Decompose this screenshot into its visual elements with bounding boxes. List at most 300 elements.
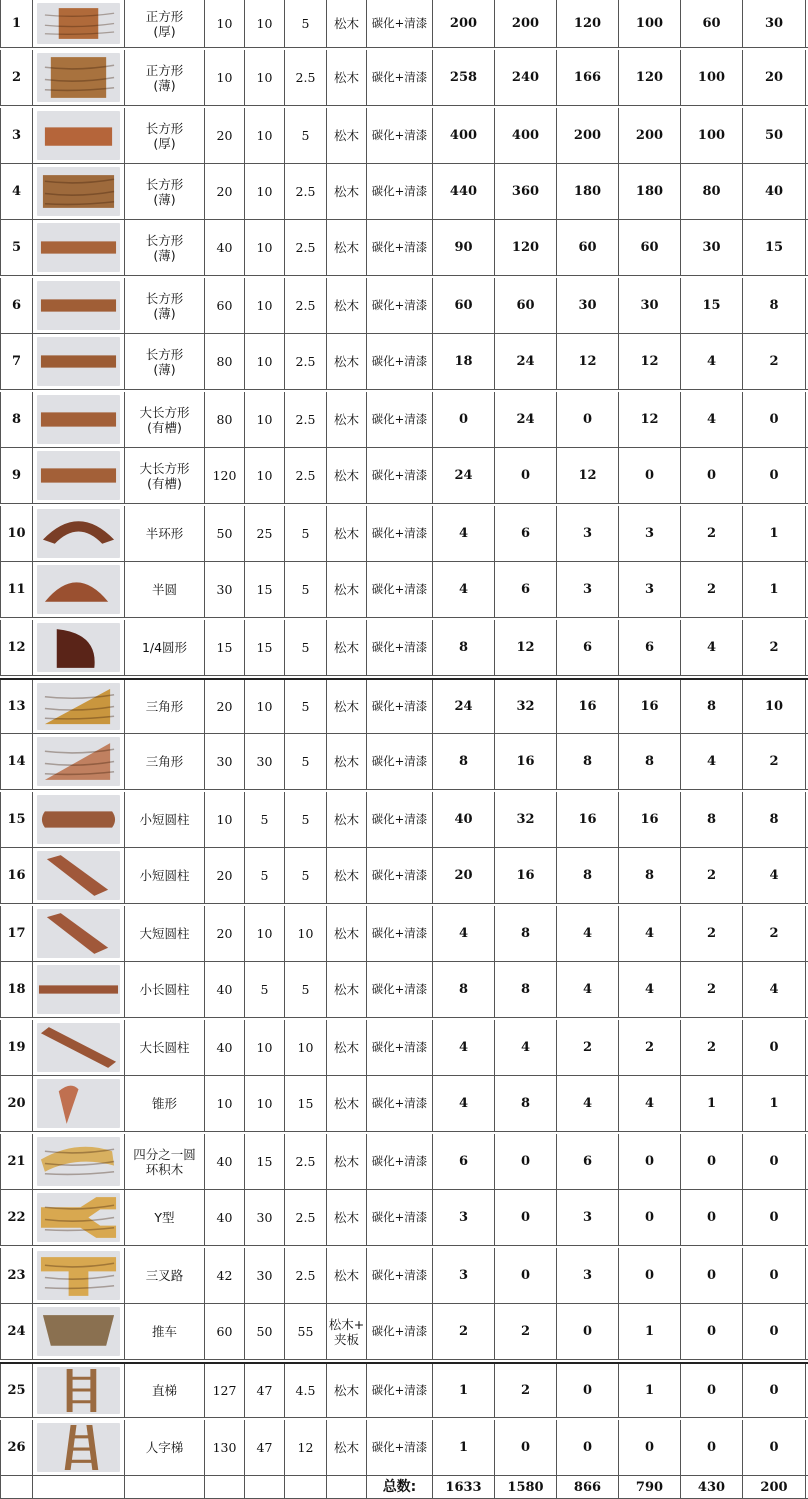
quantity-5: 0: [681, 1364, 743, 1417]
quantity-3: 0: [557, 1420, 619, 1475]
item-name: 半环形: [125, 506, 205, 561]
row-number: 9: [0, 448, 33, 503]
row-number: 5: [0, 220, 33, 275]
dimension-width: 30: [245, 734, 285, 789]
quantity-6: 2: [743, 906, 806, 961]
table-row: [0, 1134, 808, 1190]
dimension-height: 5: [285, 0, 327, 47]
dimension-length: 42: [205, 1248, 245, 1303]
item-name: 小长圆柱: [125, 962, 205, 1017]
quantity-2: 16: [495, 734, 557, 789]
item-photo: [33, 1134, 125, 1189]
dimension-length: 40: [205, 1020, 245, 1075]
table-row: [0, 0, 808, 48]
quantity-2: 60: [495, 278, 557, 333]
item-name: 直梯: [125, 1364, 205, 1417]
row-number: 11: [0, 562, 33, 617]
dimension-width: 10: [245, 220, 285, 275]
dimension-height: 5: [285, 108, 327, 163]
quantity-5: 2: [681, 848, 743, 903]
item-name: 半圆: [125, 562, 205, 617]
quantity-5: 0: [681, 1248, 743, 1303]
quantity-2: 6: [495, 562, 557, 617]
quantity-3: 3: [557, 506, 619, 561]
quantity-6: 40: [743, 164, 806, 219]
table-row: [0, 392, 808, 448]
rect-block-thin-photo: [37, 167, 120, 216]
finish: 碳化+清漆: [367, 278, 433, 333]
material: 松木: [327, 278, 367, 333]
dimension-height: 4.5: [285, 1364, 327, 1417]
table-row: [0, 334, 808, 390]
item-photo: [33, 278, 125, 333]
item-photo: [33, 334, 125, 389]
total-quantity-3: 866: [557, 1476, 619, 1498]
row-number: 1: [0, 0, 33, 47]
row-number: 19: [0, 1020, 33, 1075]
quantity-4: 0: [619, 1190, 681, 1245]
item-photo: [33, 562, 125, 617]
quantity-3: 6: [557, 620, 619, 675]
finish: 碳化+清漆: [367, 1420, 433, 1475]
item-photo: [33, 962, 125, 1017]
dimension-height: 5: [285, 734, 327, 789]
material: 松木: [327, 1020, 367, 1075]
material: 松木: [327, 680, 367, 733]
empty-cell: [125, 1476, 205, 1498]
quantity-2: 0: [495, 448, 557, 503]
empty-cell: [285, 1476, 327, 1498]
dimension-length: 120: [205, 448, 245, 503]
material: 松木: [327, 506, 367, 561]
quantity-4: 0: [619, 1248, 681, 1303]
dimension-length: 20: [205, 680, 245, 733]
dimension-height: 2.5: [285, 278, 327, 333]
item-photo: [33, 1190, 125, 1245]
quantity-3: 120: [557, 0, 619, 47]
material: 松木: [327, 1134, 367, 1189]
item-photo: [33, 448, 125, 503]
half-circle-photo: [37, 565, 120, 614]
dimension-width: 10: [245, 0, 285, 47]
dimension-width: 5: [245, 962, 285, 1017]
quantity-1: 1: [433, 1364, 495, 1417]
material: 松木: [327, 108, 367, 163]
dimension-height: 10: [285, 906, 327, 961]
row-number: 24: [0, 1304, 33, 1359]
quantity-2: 8: [495, 1076, 557, 1131]
dimension-height: 2.5: [285, 50, 327, 105]
quantity-6: 30: [743, 0, 806, 47]
quantity-4: 12: [619, 392, 681, 447]
quantity-4: 120: [619, 50, 681, 105]
quantity-3: 3: [557, 1190, 619, 1245]
quantity-5: 1: [681, 1076, 743, 1131]
quantity-6: 0: [743, 1190, 806, 1245]
dimension-length: 40: [205, 1190, 245, 1245]
quantity-3: 4: [557, 1076, 619, 1131]
quantity-6: 15: [743, 220, 806, 275]
quantity-6: 2: [743, 620, 806, 675]
quantity-5: 0: [681, 448, 743, 503]
row-number: 6: [0, 278, 33, 333]
quantity-5: 2: [681, 506, 743, 561]
item-name: 大长方形 (有槽): [125, 392, 205, 447]
table-row: [0, 108, 808, 164]
material: 松木: [327, 0, 367, 47]
row-number: 23: [0, 1248, 33, 1303]
table-row: [0, 1362, 808, 1418]
quantity-4: 200: [619, 108, 681, 163]
item-photo: [33, 848, 125, 903]
empty-cell: [0, 1476, 33, 1498]
dimension-length: 40: [205, 962, 245, 1017]
dimension-width: 10: [245, 108, 285, 163]
row-number: 8: [0, 392, 33, 447]
row-number: 15: [0, 792, 33, 847]
total-quantity-4: 790: [619, 1476, 681, 1498]
dimension-height: 2.5: [285, 1134, 327, 1189]
dimension-length: 80: [205, 392, 245, 447]
quantity-6: 8: [743, 792, 806, 847]
item-name: Y型: [125, 1190, 205, 1245]
finish: 碳化+清漆: [367, 1076, 433, 1131]
finish: 碳化+清漆: [367, 1020, 433, 1075]
quantity-5: 15: [681, 278, 743, 333]
dimension-height: 2.5: [285, 448, 327, 503]
cylinder-tilted-photo: [37, 851, 120, 900]
table-row: [0, 1420, 808, 1476]
item-name: 三角形: [125, 680, 205, 733]
quantity-5: 4: [681, 620, 743, 675]
grooved-plank-photo: [37, 395, 120, 444]
dimension-width: 10: [245, 164, 285, 219]
quantity-2: 0: [495, 1248, 557, 1303]
item-name: 三叉路: [125, 1248, 205, 1303]
quantity-6: 0: [743, 1248, 806, 1303]
quantity-4: 0: [619, 1134, 681, 1189]
table-row: [0, 734, 808, 790]
item-name: 长方形 (薄): [125, 278, 205, 333]
quantity-5: 0: [681, 1134, 743, 1189]
quantity-3: 180: [557, 164, 619, 219]
item-name: 正方形 (薄): [125, 50, 205, 105]
quantity-1: 60: [433, 278, 495, 333]
table-row: [0, 506, 808, 562]
quantity-4: 60: [619, 220, 681, 275]
dimension-length: 10: [205, 0, 245, 47]
quantity-6: 2: [743, 334, 806, 389]
item-name: 长方形 (厚): [125, 108, 205, 163]
quantity-5: 8: [681, 792, 743, 847]
material: 松木: [327, 1190, 367, 1245]
dimension-length: 80: [205, 334, 245, 389]
empty-cell: [205, 1476, 245, 1498]
material: 松木: [327, 848, 367, 903]
quantity-1: 18: [433, 334, 495, 389]
dimension-width: 10: [245, 448, 285, 503]
dimension-length: 20: [205, 108, 245, 163]
quantity-1: 4: [433, 906, 495, 961]
total-label: 总数:: [367, 1476, 433, 1498]
quantity-3: 8: [557, 734, 619, 789]
quantity-2: 8: [495, 906, 557, 961]
empty-cell: [327, 1476, 367, 1498]
dimension-height: 5: [285, 680, 327, 733]
dimension-width: 47: [245, 1364, 285, 1417]
item-photo: [33, 620, 125, 675]
quantity-2: 0: [495, 1134, 557, 1189]
material: 松木: [327, 1248, 367, 1303]
item-name: 长方形 (薄): [125, 334, 205, 389]
total-quantity-6: 200: [743, 1476, 806, 1498]
table-row: [0, 562, 808, 618]
dimension-height: 2.5: [285, 164, 327, 219]
table-row: [0, 1248, 808, 1304]
row-number: 3: [0, 108, 33, 163]
material: 松木+ 夹板: [327, 1304, 367, 1359]
dimension-length: 30: [205, 562, 245, 617]
finish: 碳化+清漆: [367, 0, 433, 47]
item-name: 推车: [125, 1304, 205, 1359]
dimension-length: 30: [205, 734, 245, 789]
quantity-6: 0: [743, 392, 806, 447]
table-row: [0, 1304, 808, 1360]
finish: 碳化+清漆: [367, 448, 433, 503]
material: 松木: [327, 164, 367, 219]
item-name: 小短圆柱: [125, 792, 205, 847]
finish: 碳化+清漆: [367, 848, 433, 903]
dimension-height: 5: [285, 620, 327, 675]
quantity-1: 2: [433, 1304, 495, 1359]
finish: 碳化+清漆: [367, 1364, 433, 1417]
quarter-circle-photo: [37, 623, 120, 672]
dimension-width: 10: [245, 392, 285, 447]
quantity-1: 4: [433, 506, 495, 561]
item-name: 大长方形 (有槽): [125, 448, 205, 503]
item-name: 正方形 (厚): [125, 0, 205, 47]
material: 松木: [327, 906, 367, 961]
item-photo: [33, 50, 125, 105]
quantity-6: 0: [743, 1304, 806, 1359]
dimension-length: 20: [205, 906, 245, 961]
table-row: [0, 278, 808, 334]
dimension-height: 10: [285, 1020, 327, 1075]
quantity-4: 1: [619, 1364, 681, 1417]
quantity-4: 100: [619, 0, 681, 47]
quantity-1: 6: [433, 1134, 495, 1189]
dimension-width: 30: [245, 1190, 285, 1245]
quantity-5: 0: [681, 1304, 743, 1359]
quantity-6: 50: [743, 108, 806, 163]
quantity-1: 24: [433, 680, 495, 733]
material: 松木: [327, 220, 367, 275]
dimension-height: 5: [285, 792, 327, 847]
material: 松木: [327, 734, 367, 789]
quantity-3: 0: [557, 1364, 619, 1417]
item-photo: [33, 1020, 125, 1075]
table-row: [0, 1190, 808, 1246]
quantity-3: 4: [557, 906, 619, 961]
empty-cell: [33, 1476, 125, 1498]
quantity-2: 6: [495, 506, 557, 561]
material: 松木: [327, 562, 367, 617]
table-row: [0, 620, 808, 676]
quantity-2: 240: [495, 50, 557, 105]
dimension-height: 5: [285, 562, 327, 617]
finish: 碳化+清漆: [367, 680, 433, 733]
quantity-5: 4: [681, 392, 743, 447]
item-name: 锥形: [125, 1076, 205, 1131]
finish: 碳化+清漆: [367, 562, 433, 617]
quantity-1: 200: [433, 0, 495, 47]
quantity-4: 2: [619, 1020, 681, 1075]
quantity-1: 0: [433, 392, 495, 447]
quantity-4: 4: [619, 962, 681, 1017]
row-number: 18: [0, 962, 33, 1017]
finish: 碳化+清漆: [367, 792, 433, 847]
quantity-1: 8: [433, 734, 495, 789]
row-number: 26: [0, 1420, 33, 1475]
long-rod-tilted-photo: [37, 1023, 120, 1072]
quantity-5: 2: [681, 906, 743, 961]
material: 松木: [327, 1364, 367, 1417]
dimension-width: 15: [245, 620, 285, 675]
finish: 碳化+清漆: [367, 334, 433, 389]
item-name: 1/4圆形: [125, 620, 205, 675]
dimension-length: 20: [205, 164, 245, 219]
quantity-6: 0: [743, 1364, 806, 1417]
dimension-width: 10: [245, 906, 285, 961]
material: 松木: [327, 792, 367, 847]
table-row: [0, 792, 808, 848]
dimension-width: 47: [245, 1420, 285, 1475]
item-photo: [33, 108, 125, 163]
quantity-6: 0: [743, 448, 806, 503]
finish: 碳化+清漆: [367, 392, 433, 447]
row-number: 16: [0, 848, 33, 903]
row-number: 2: [0, 50, 33, 105]
quantity-1: 1: [433, 1420, 495, 1475]
quantity-6: 8: [743, 278, 806, 333]
quantity-5: 80: [681, 164, 743, 219]
table-row: [0, 1020, 808, 1076]
quantity-2: 120: [495, 220, 557, 275]
quantity-5: 60: [681, 0, 743, 47]
item-photo: [33, 1076, 125, 1131]
quantity-6: 0: [743, 1020, 806, 1075]
quantity-4: 4: [619, 1076, 681, 1131]
quantity-3: 2: [557, 1020, 619, 1075]
quantity-3: 166: [557, 50, 619, 105]
finish: 碳化+清漆: [367, 220, 433, 275]
table-row: [0, 962, 808, 1018]
quantity-2: 8: [495, 962, 557, 1017]
quantity-4: 16: [619, 792, 681, 847]
row-number: 14: [0, 734, 33, 789]
table-row: [0, 1076, 808, 1132]
item-name: 大长圆柱: [125, 1020, 205, 1075]
material: 松木: [327, 1076, 367, 1131]
dimension-width: 15: [245, 562, 285, 617]
item-photo: [33, 1248, 125, 1303]
dimension-height: 2.5: [285, 1190, 327, 1245]
item-photo: [33, 164, 125, 219]
item-photo: [33, 734, 125, 789]
long-plank-photo: [37, 223, 120, 272]
item-name: 四分之一圆 环积木: [125, 1134, 205, 1189]
finish: 碳化+清漆: [367, 962, 433, 1017]
t-junction-photo: [37, 1251, 120, 1300]
rect-block-thick-photo: [37, 111, 120, 160]
cart-photo: [37, 1307, 120, 1356]
quantity-1: 90: [433, 220, 495, 275]
dimension-length: 10: [205, 50, 245, 105]
quantity-2: 360: [495, 164, 557, 219]
dimension-width: 10: [245, 1020, 285, 1075]
long-plank-photo: [37, 281, 120, 330]
dimension-height: 5: [285, 506, 327, 561]
quantity-4: 8: [619, 848, 681, 903]
material: 松木: [327, 1420, 367, 1475]
cylinder-tilted-photo: [37, 909, 120, 958]
item-name: 小短圆柱: [125, 848, 205, 903]
quantity-6: 0: [743, 1134, 806, 1189]
quantity-4: 6: [619, 620, 681, 675]
row-number: 21: [0, 1134, 33, 1189]
quantity-4: 0: [619, 448, 681, 503]
quantity-6: 20: [743, 50, 806, 105]
quantity-1: 24: [433, 448, 495, 503]
item-photo: [33, 506, 125, 561]
material: 松木: [327, 448, 367, 503]
finish: 碳化+清漆: [367, 1248, 433, 1303]
quantity-2: 32: [495, 792, 557, 847]
dimension-height: 2.5: [285, 220, 327, 275]
item-name: 长方形 (薄): [125, 220, 205, 275]
quantity-6: 1: [743, 1076, 806, 1131]
cylinder-photo: [37, 795, 120, 844]
quantity-1: 4: [433, 562, 495, 617]
table-row: [0, 678, 808, 734]
dimension-length: 127: [205, 1364, 245, 1417]
quantity-5: 30: [681, 220, 743, 275]
dimension-height: 12: [285, 1420, 327, 1475]
item-name: 人字梯: [125, 1420, 205, 1475]
quantity-3: 3: [557, 562, 619, 617]
dimension-length: 10: [205, 792, 245, 847]
quantity-1: 40: [433, 792, 495, 847]
quantity-1: 20: [433, 848, 495, 903]
row-number: 13: [0, 680, 33, 733]
row-number: 17: [0, 906, 33, 961]
finish: 碳化+清漆: [367, 906, 433, 961]
dimension-height: 2.5: [285, 392, 327, 447]
quantity-4: 3: [619, 562, 681, 617]
finish: 碳化+清漆: [367, 108, 433, 163]
quantity-3: 16: [557, 680, 619, 733]
material: 松木: [327, 334, 367, 389]
quantity-5: 8: [681, 680, 743, 733]
row-number: 25: [0, 1364, 33, 1417]
quantity-3: 60: [557, 220, 619, 275]
item-photo: [33, 906, 125, 961]
dimension-length: 130: [205, 1420, 245, 1475]
quantity-1: 8: [433, 962, 495, 1017]
quantity-2: 24: [495, 334, 557, 389]
item-photo: [33, 792, 125, 847]
triangle-photo: [37, 683, 120, 730]
